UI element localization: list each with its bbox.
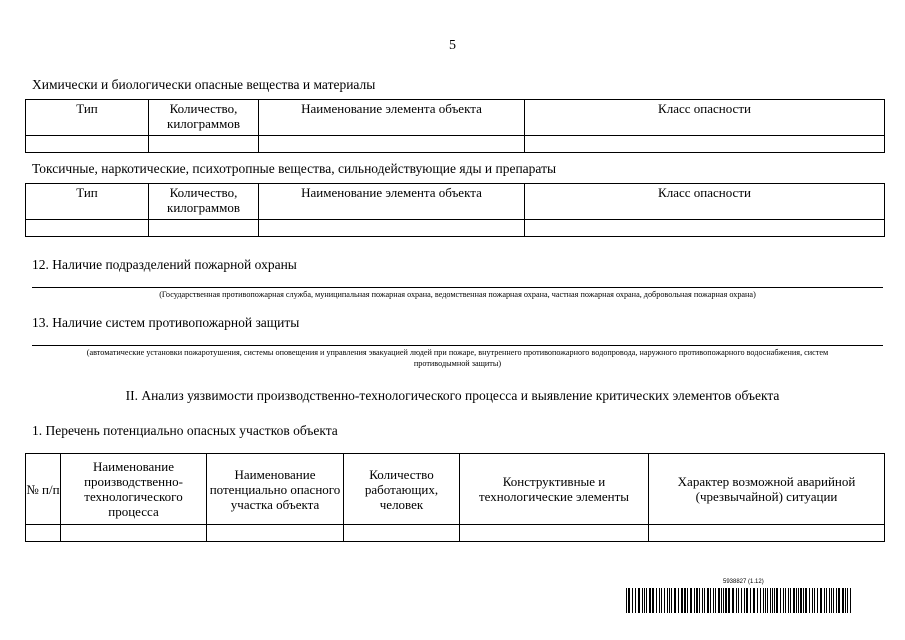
- barcode-bar: [738, 588, 739, 613]
- barcode-bar: [753, 588, 755, 613]
- input-cell[interactable]: [26, 136, 149, 153]
- col-number: № п/п: [26, 454, 61, 525]
- barcode-bar: [736, 588, 737, 613]
- barcode-bar: [741, 588, 742, 613]
- col-type: Тип: [26, 184, 149, 220]
- input-cell[interactable]: [525, 136, 885, 153]
- barcode-bar: [776, 588, 778, 613]
- barcode-bar: [632, 588, 633, 613]
- input-cell[interactable]: [525, 220, 885, 237]
- col-workers-count: Количество работающих, человек: [344, 454, 460, 525]
- barcode-bar: [785, 588, 786, 613]
- dangerous-areas-title: 1. Перечень потенциально опасных участков объекта: [32, 423, 338, 438]
- barcode-bar: [702, 588, 703, 613]
- barcode-bar: [746, 588, 748, 613]
- barcode-bar: [704, 588, 705, 613]
- col-element-name: Наименование элемента объекта: [259, 184, 525, 220]
- barcode-bar: [725, 588, 727, 613]
- barcode-bar: [652, 588, 654, 613]
- col-quantity: Количество, килограммов: [149, 184, 259, 220]
- barcode-bar: [788, 588, 789, 613]
- barcode-bar: [824, 588, 825, 613]
- barcode-bar: [721, 588, 722, 613]
- fire-systems-title: 13. Наличие систем противопожарной защиты: [32, 315, 300, 330]
- barcode-bar: [642, 588, 643, 613]
- fire-systems-line[interactable]: [32, 345, 883, 346]
- barcode-bar: [757, 588, 758, 613]
- fire-systems-hint: (автоматические установки пожаротушения, системы оповещения и управления эвакуацией людей при пожаре, внутреннего противопожарного водопровода, наружного противопожарного водоснабжения, систем противодымной защиты): [86, 348, 829, 368]
- input-cell[interactable]: [149, 220, 259, 237]
- barcode-bar: [826, 588, 827, 613]
- chemicals-table: [25, 99, 885, 153]
- barcode-bar: [628, 588, 630, 613]
- barcode-bar: [829, 588, 830, 613]
- dangerous-areas-table: [25, 453, 885, 542]
- input-cell[interactable]: [207, 525, 344, 542]
- barcode-bar: [780, 588, 781, 613]
- fire-units-hint: (Государственная противопожарная служба, муниципальная пожарная охрана, ведомственная пожарная охрана, частная пожарная охрана, добровольная пожарная охрана): [159, 290, 756, 299]
- input-cell[interactable]: [460, 525, 649, 542]
- barcode-bar: [638, 588, 640, 613]
- barcode-bar: [770, 588, 771, 613]
- barcode-bar: [842, 588, 844, 613]
- input-cell[interactable]: [259, 220, 525, 237]
- barcode-bar: [718, 588, 720, 613]
- barcode-bars: [625, 588, 855, 613]
- barcode-bar: [750, 588, 751, 613]
- barcode-bar: [831, 588, 832, 613]
- barcode-bar: [635, 588, 636, 613]
- col-area-name: Наименование потенциально опасного участка объекта: [207, 454, 344, 525]
- input-cell[interactable]: [149, 136, 259, 153]
- col-element-name: Наименование элемента объекта: [259, 100, 525, 136]
- barcode-bar: [809, 588, 810, 613]
- col-type: Тип: [26, 100, 149, 136]
- barcode-bar: [694, 588, 695, 613]
- barcode-bar: [765, 588, 766, 613]
- barcode-bar: [661, 588, 662, 613]
- barcode-bar: [649, 588, 651, 613]
- fire-units-line[interactable]: [32, 287, 883, 288]
- barcode-bar: [838, 588, 840, 613]
- barcode-bar: [836, 588, 837, 613]
- barcode-bar: [805, 588, 807, 613]
- barcode-bar: [681, 588, 683, 613]
- col-hazard-class: Класс опасности: [525, 184, 885, 220]
- barcode-bar: [669, 588, 670, 613]
- barcode-bar: [817, 588, 818, 613]
- barcode-bar: [690, 588, 692, 613]
- input-cell[interactable]: [61, 525, 207, 542]
- barcode-bar: [812, 588, 813, 613]
- col-process-name: Наименование производственно-технологического процесса: [61, 454, 207, 525]
- barcode-bar: [796, 588, 797, 613]
- barcode-bar: [774, 588, 775, 613]
- barcode: [625, 578, 855, 614]
- input-cell[interactable]: [649, 525, 885, 542]
- barcode-bar: [728, 588, 730, 613]
- barcode-bar: [732, 588, 734, 613]
- barcode-bar: [763, 588, 764, 613]
- barcode-bar: [715, 588, 716, 613]
- chemicals-title: Химически и биологически опасные вещества и материалы: [32, 77, 376, 92]
- col-quantity: Количество, килограммов: [149, 100, 259, 136]
- barcode-bar: [833, 588, 834, 613]
- barcode-bar: [646, 588, 647, 613]
- barcode-bar: [760, 588, 761, 613]
- barcode-bar: [803, 588, 804, 613]
- barcode-bar: [790, 588, 791, 613]
- barcode-bar: [850, 588, 851, 613]
- barcode-bar: [707, 588, 709, 613]
- barcode-bar: [713, 588, 714, 613]
- barcode-bar: [820, 588, 822, 613]
- barcode-bar: [687, 588, 688, 613]
- barcode-bar: [659, 588, 660, 613]
- barcode-bar: [783, 588, 784, 613]
- barcode-bar: [845, 588, 846, 613]
- barcode-bar: [723, 588, 724, 613]
- toxic-table: [25, 183, 885, 237]
- barcode-bar: [798, 588, 799, 613]
- barcode-bar: [696, 588, 698, 613]
- barcode-bar: [772, 588, 773, 613]
- barcode-bar: [644, 588, 645, 613]
- input-cell[interactable]: [259, 136, 525, 153]
- col-emergency-type: Характер возможной аварийной (чрезвычайной) ситуации: [649, 454, 885, 525]
- barcode-bar: [793, 588, 795, 613]
- barcode-bar: [767, 588, 768, 613]
- barcode-bar: [699, 588, 700, 613]
- barcode-code: 5938827 (1.12): [723, 579, 764, 585]
- barcode-bar: [678, 588, 679, 613]
- col-elements: Конструктивные и технологические элементы: [460, 454, 649, 525]
- barcode-bar: [684, 588, 686, 613]
- toxic-title: Токсичные, наркотические, психотропные вещества, сильнодействующие яды и препараты: [32, 161, 557, 176]
- barcode-bar: [800, 588, 802, 613]
- barcode-bar: [671, 588, 672, 613]
- input-cell[interactable]: [26, 525, 61, 542]
- page-number: 5: [449, 38, 456, 53]
- col-hazard-class: Класс опасности: [525, 100, 885, 136]
- barcode-bar: [626, 588, 627, 613]
- barcode-bar: [847, 588, 848, 613]
- input-cell[interactable]: [344, 525, 460, 542]
- barcode-bar: [664, 588, 665, 613]
- barcode-bar: [814, 588, 815, 613]
- barcode-bar: [744, 588, 745, 613]
- section-2-heading: II. Анализ уязвимости производственно-технологического процесса и выявление критических элементов объекта: [125, 388, 780, 403]
- barcode-bar: [656, 588, 657, 613]
- input-cell[interactable]: [26, 220, 149, 237]
- barcode-bar: [710, 588, 711, 613]
- fire-units-title: 12. Наличие подразделений пожарной охраны: [32, 257, 297, 272]
- barcode-bar: [667, 588, 668, 613]
- barcode-bar: [674, 588, 676, 613]
